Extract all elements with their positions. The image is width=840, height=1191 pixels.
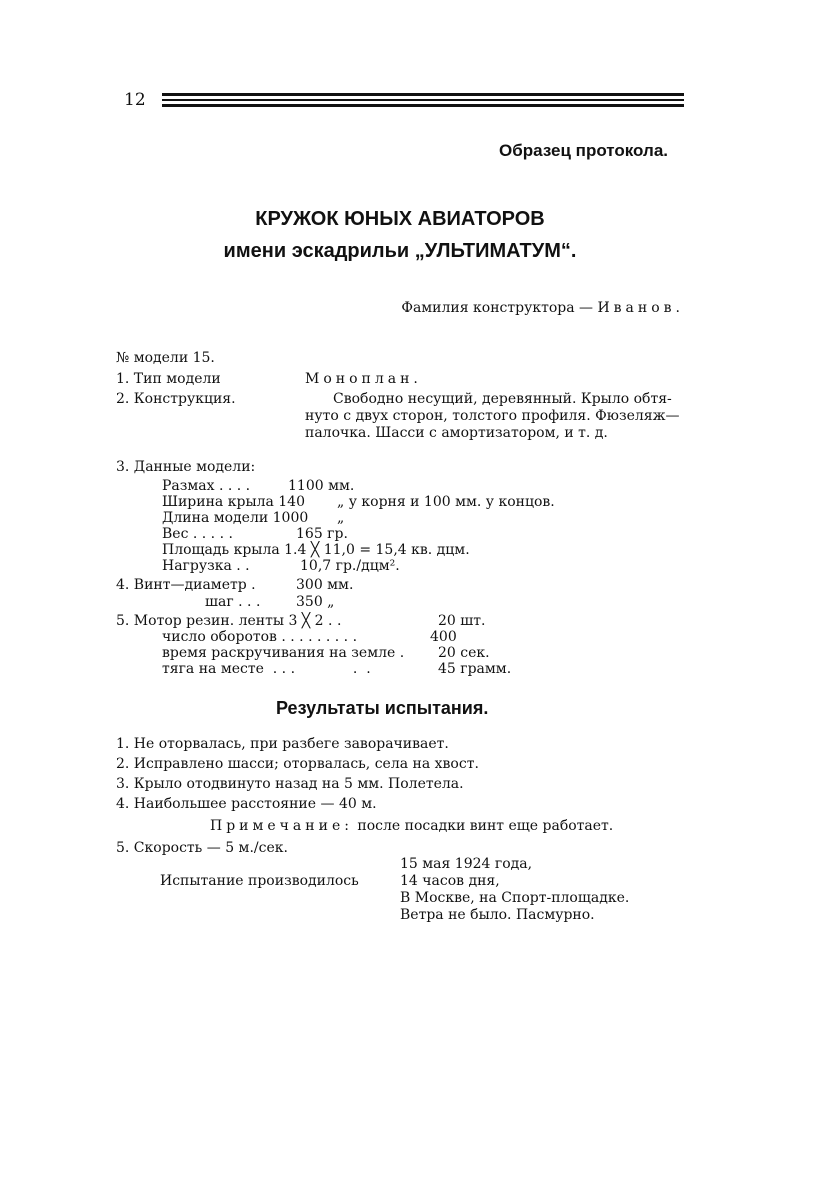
construction-line: палочка. Шасси с амортизатором, и т. д. (305, 425, 608, 441)
speed-result: 5. Скорость — 5 м./сек. (116, 840, 288, 856)
designer-name: Иванов. (597, 300, 684, 316)
test-info-line: 15 мая 1924 года, (400, 856, 533, 872)
motor-value: 20 шт. (438, 613, 486, 629)
propeller-diameter: 300 мм. (296, 577, 354, 593)
test-info-line: 14 часов дня, (400, 873, 500, 889)
data-header: 3. Данные модели: (116, 459, 256, 475)
page-number: 12 (124, 90, 146, 110)
sample-label: Образец протокола. (499, 141, 668, 160)
result-item: 4. Наибольшее расстояние — 40 м. (116, 796, 377, 812)
data-value: „ у корня и 100 мм. у концов. (337, 494, 555, 510)
header-rule-middle (162, 99, 684, 101)
note-label: Примечание: (210, 818, 353, 834)
data-label: Размах . . . . (162, 478, 251, 494)
result-item: 3. Крыло отодвинуто назад на 5 мм. Полетела. (116, 776, 464, 792)
test-label: Испытание производилось (160, 873, 359, 889)
results-title: Результаты испытания. (276, 698, 489, 718)
construction-description (305, 391, 679, 442)
data-label: Длина модели 1000 (162, 510, 309, 526)
motor-label: время раскручивания на земле . (162, 645, 405, 661)
note (210, 818, 613, 834)
propeller-pitch-label: шаг . . . (205, 594, 261, 610)
data-value: 1100 мм. (288, 478, 355, 494)
construction-line: нуто с двух сторон, толстого профиля. Фюзеляж— (305, 408, 680, 424)
item-label: 1. Тип модели (116, 371, 221, 387)
item-value: Моноплан. (305, 371, 422, 387)
test-info (400, 856, 629, 924)
motor-value: 400 (430, 629, 457, 645)
header-rule-top (162, 93, 684, 96)
item-label: 2. Конструкция. (116, 391, 236, 407)
data-value: 10,7 гр./дцм². (300, 558, 400, 574)
header-rule-bottom (162, 104, 684, 107)
propeller-label: 4. Винт—диаметр . (116, 577, 256, 593)
motor-label: тяга на месте . . . . . (162, 661, 371, 677)
motor-label: 5. Мотор резин. ленты 3 ╳ 2 . . (116, 613, 342, 629)
motor-value: 20 сек. (438, 645, 490, 661)
data-label: Ширина крыла 140 (162, 494, 305, 510)
title-line-1: КРУЖОК ЮНЫХ АВИАТОРОВ (255, 208, 545, 230)
motor-label: число оборотов . . . . . . . . . (162, 629, 358, 645)
data-value: 165 гр. (296, 526, 348, 542)
result-item: 2. Исправлено шасси; оторвалась, села на хвост. (116, 756, 479, 772)
test-info-line: В Москве, на Спорт-площадке. (400, 890, 630, 906)
data-label: Площадь крыла 1.4 ╳ 11,0 = 15,4 кв. дцм. (162, 542, 470, 558)
designer-line (401, 300, 684, 316)
data-label: Вес . . . . . (162, 526, 233, 542)
data-value: „ (337, 510, 345, 526)
designer-label: Фамилия конструктора — (401, 300, 594, 316)
construction-line: Свободно несущий, деревянный. Крыло обтя- (333, 391, 672, 407)
model-number: № модели 15. (116, 350, 215, 366)
test-info-line: Ветра не было. Пасмурно. (400, 907, 595, 923)
motor-value: 45 грамм. (438, 661, 512, 677)
note-text: после посадки винт еще работает. (357, 818, 614, 834)
result-item: 1. Не оторвалась, при разбеге заворачивает. (116, 736, 449, 752)
title-line-2: имени эскадрильи „УЛЬТИМАТУМ“. (223, 240, 577, 262)
data-label: Нагрузка . . (162, 558, 250, 574)
propeller-pitch: 350 „ (296, 594, 335, 610)
